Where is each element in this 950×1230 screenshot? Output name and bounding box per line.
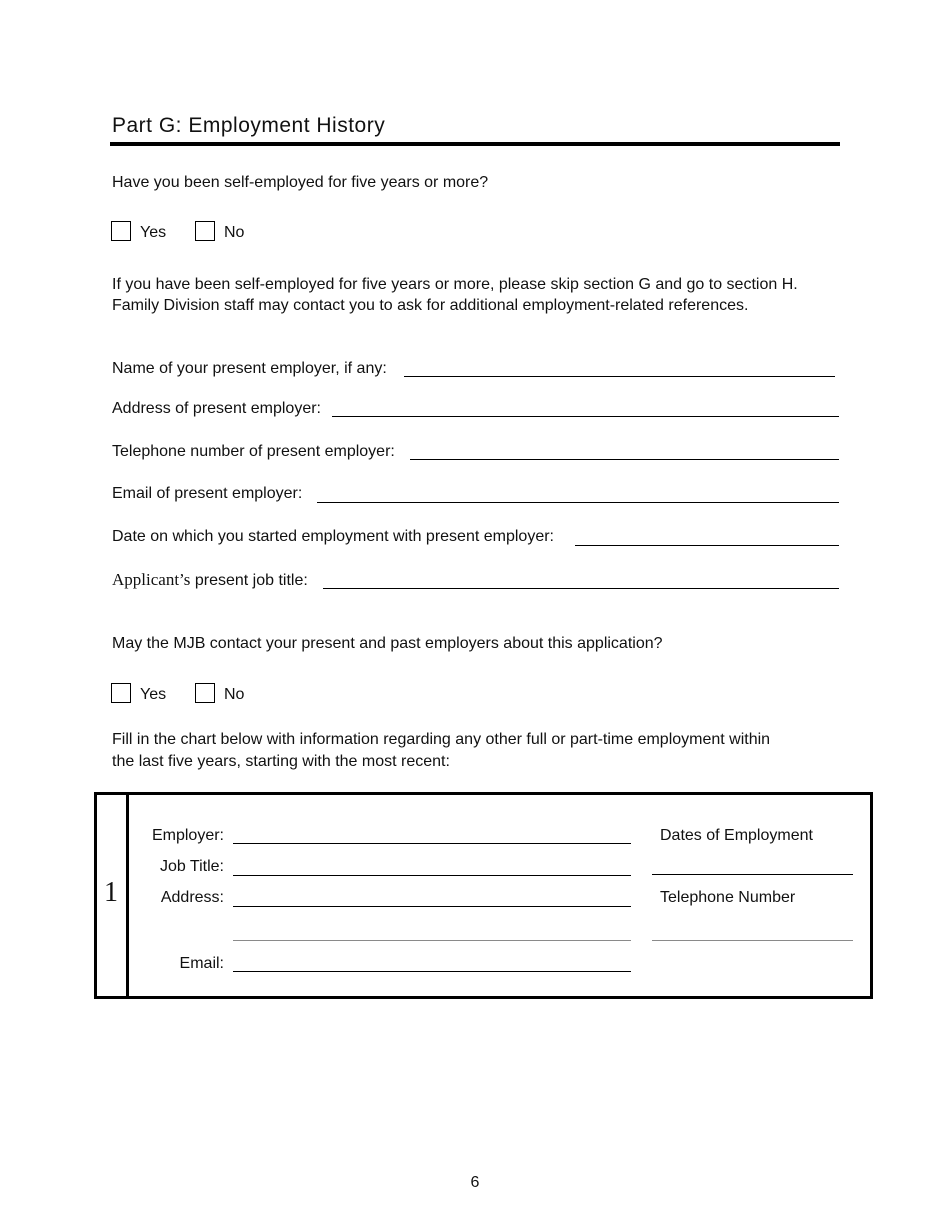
present-employer-email-label: Email of present employer: (112, 485, 303, 502)
present-job-title-label: Applicant’s present job title: (112, 570, 308, 589)
chart-address-input[interactable] (233, 906, 631, 907)
chart-job-title-label: Job Title: (159, 858, 224, 875)
present-employer-email-input[interactable] (317, 502, 839, 503)
chart-telephone-input[interactable] (652, 940, 853, 941)
chart-email-input[interactable] (233, 971, 631, 972)
self-employed-question: Have you been self-employed for five years or more? (112, 174, 489, 191)
contact-permission-no-label: No (224, 686, 245, 703)
contact-permission-yes-label: Yes (140, 686, 167, 703)
chart-job-title-input[interactable] (233, 875, 631, 876)
chart-address-label: Address: (160, 889, 224, 906)
present-employer-telephone-label: Telephone number of present employer: (112, 443, 395, 460)
present-employer-address-label: Address of present employer: (112, 400, 321, 417)
employment-start-date-input[interactable] (575, 545, 839, 546)
employment-start-date-label: Date on which you started employment with present employer: (112, 528, 554, 545)
page-number: 6 (470, 1174, 480, 1191)
present-employer-address-input[interactable] (332, 416, 839, 417)
chart-address-input-line2[interactable] (233, 940, 631, 941)
chart-telephone-label: Telephone Number (660, 889, 796, 906)
self-employed-no-checkbox[interactable] (195, 221, 215, 241)
contact-permission-no-checkbox[interactable] (195, 683, 215, 703)
self-employed-note-line1: If you have been self-employed for five years or more, please skip section G and go to section H. (112, 276, 798, 293)
chart-dates-label: Dates of Employment (660, 827, 813, 844)
self-employed-no-label: No (224, 224, 245, 241)
section-title: Part G: Employment History (112, 114, 386, 137)
self-employed-yes-checkbox[interactable] (111, 221, 131, 241)
present-employer-name-label: Name of your present employer, if any: (112, 360, 387, 377)
present-job-title-input[interactable] (323, 588, 839, 589)
self-employed-yes-label: Yes (140, 224, 167, 241)
chart-intro-line1: Fill in the chart below with information regarding any other full or part-time employment within (112, 731, 771, 748)
contact-permission-question: May the MJB contact your present and past employers about this application? (112, 635, 663, 652)
title-underline (110, 142, 840, 146)
chart-employer-label: Employer: (151, 827, 224, 844)
chart-intro-line2: the last five years, starting with the most recent: (112, 753, 450, 770)
chart-row-number: 1 (104, 877, 118, 908)
chart-dates-input[interactable] (652, 874, 853, 875)
contact-permission-yes-checkbox[interactable] (111, 683, 131, 703)
self-employed-note-line2: Family Division staff may contact you to ask for additional employment-related references. (112, 297, 749, 314)
chart-email-label: Email: (179, 955, 224, 972)
present-employer-telephone-input[interactable] (410, 459, 839, 460)
present-employer-name-input[interactable] (404, 376, 835, 377)
chart-employer-input[interactable] (233, 843, 631, 844)
